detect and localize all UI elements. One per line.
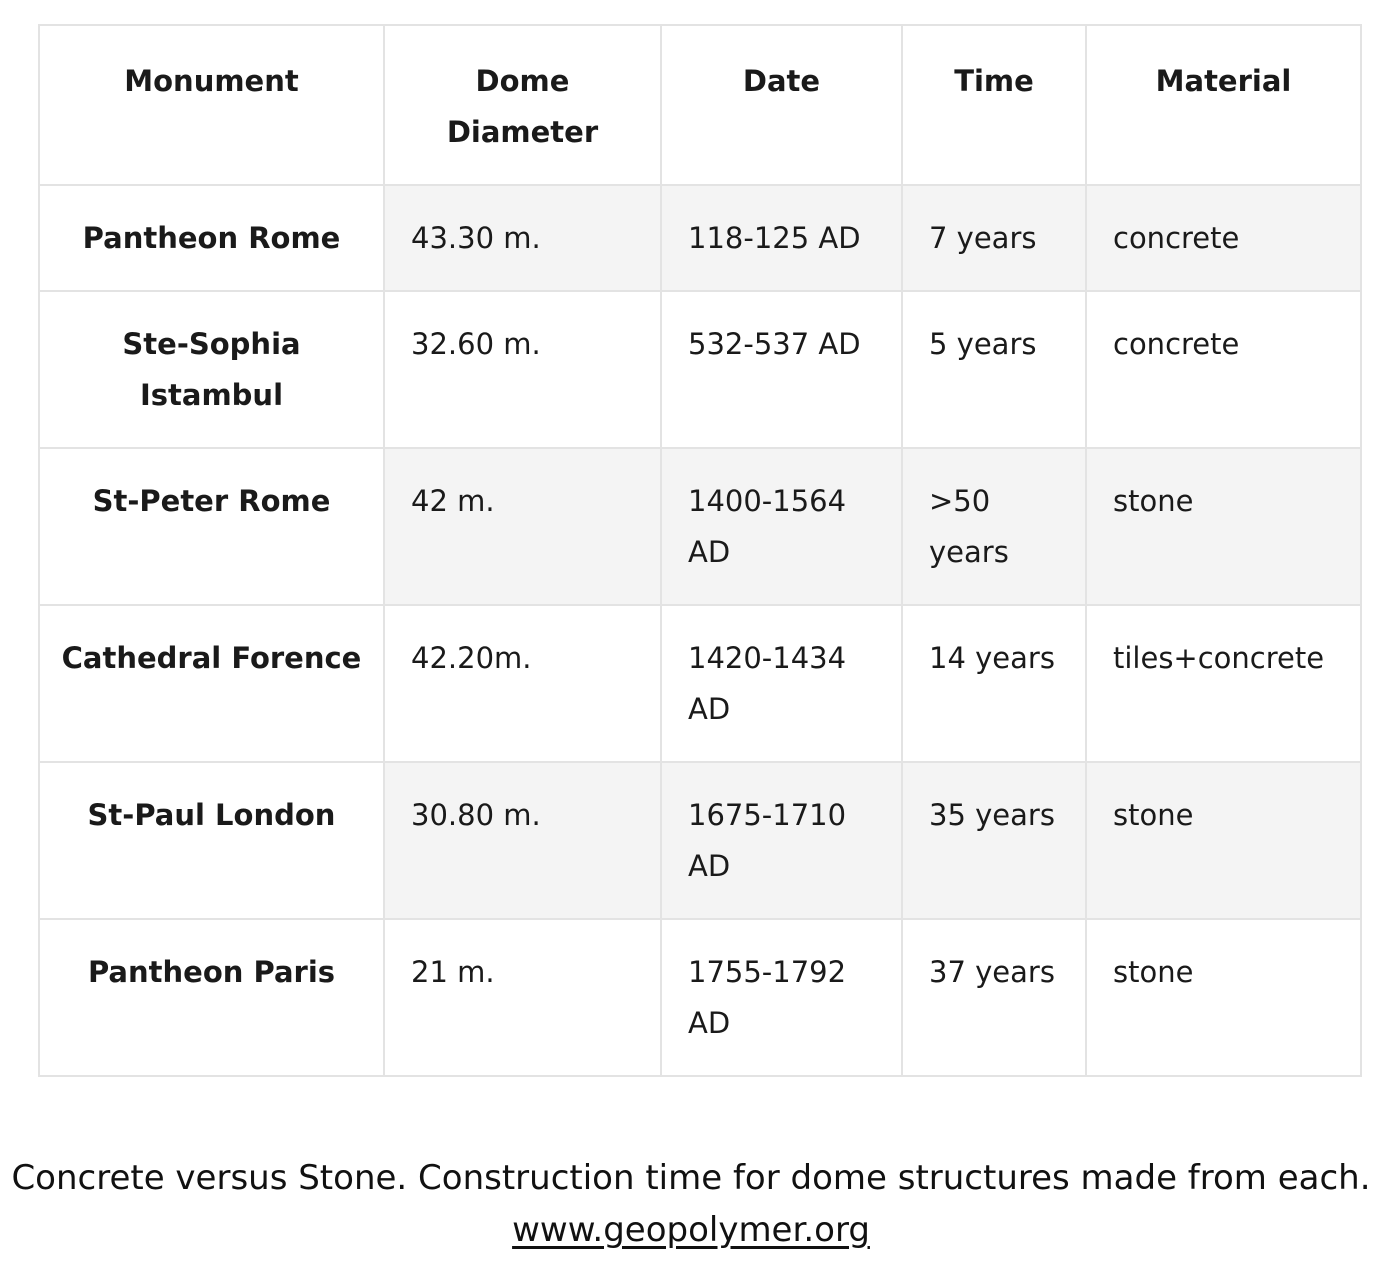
table-header-row <box>39 25 1361 185</box>
header-time: Time <box>902 25 1086 185</box>
table-row <box>39 919 1361 1076</box>
cell-time: 5 years <box>902 291 1086 448</box>
cell-date: 532-537 AD <box>661 291 902 448</box>
source-link[interactable]: www.geopolymer.org <box>512 1210 870 1250</box>
cell-date: 1755-1792 AD <box>661 919 902 1076</box>
cell-material: stone <box>1086 762 1361 919</box>
cell-material: stone <box>1086 448 1361 605</box>
cell-time: 14 years <box>902 605 1086 762</box>
figure-caption <box>0 1152 1382 1256</box>
cell-date: 1420-1434 AD <box>661 605 902 762</box>
cell-material: stone <box>1086 919 1361 1076</box>
cell-date: 118-125 AD <box>661 185 902 291</box>
cell-time: 7 years <box>902 185 1086 291</box>
dome-comparison-table-container <box>38 24 1360 1077</box>
cell-monument: St-Peter Rome <box>39 448 384 605</box>
cell-monument: Cathedral Forence <box>39 605 384 762</box>
table-row <box>39 762 1361 919</box>
cell-diameter: 30.80 m. <box>384 762 661 919</box>
cell-diameter: 42 m. <box>384 448 661 605</box>
cell-diameter: 42.20m. <box>384 605 661 762</box>
cell-monument: St-Paul London <box>39 762 384 919</box>
header-dome-diameter: Dome Diameter <box>384 25 661 185</box>
cell-material: concrete <box>1086 185 1361 291</box>
cell-material: tiles+concrete <box>1086 605 1361 762</box>
table-row <box>39 291 1361 448</box>
cell-time: 35 years <box>902 762 1086 919</box>
cell-date: 1675-1710 AD <box>661 762 902 919</box>
table-row <box>39 605 1361 762</box>
cell-monument: Pantheon Rome <box>39 185 384 291</box>
header-monument: Monument <box>39 25 384 185</box>
dome-comparison-table <box>38 24 1362 1077</box>
header-material: Material <box>1086 25 1361 185</box>
cell-date: 1400-1564 AD <box>661 448 902 605</box>
cell-monument: Ste-Sophia Istambul <box>39 291 384 448</box>
table-row <box>39 448 1361 605</box>
cell-material: concrete <box>1086 291 1361 448</box>
header-date: Date <box>661 25 902 185</box>
cell-monument: Pantheon Paris <box>39 919 384 1076</box>
cell-time: >50 years <box>902 448 1086 605</box>
table-row <box>39 185 1361 291</box>
cell-time: 37 years <box>902 919 1086 1076</box>
cell-diameter: 21 m. <box>384 919 661 1076</box>
cell-diameter: 32.60 m. <box>384 291 661 448</box>
caption-text: Concrete versus Stone. Construction time for dome structures made from each. <box>11 1158 1371 1198</box>
cell-diameter: 43.30 m. <box>384 185 661 291</box>
